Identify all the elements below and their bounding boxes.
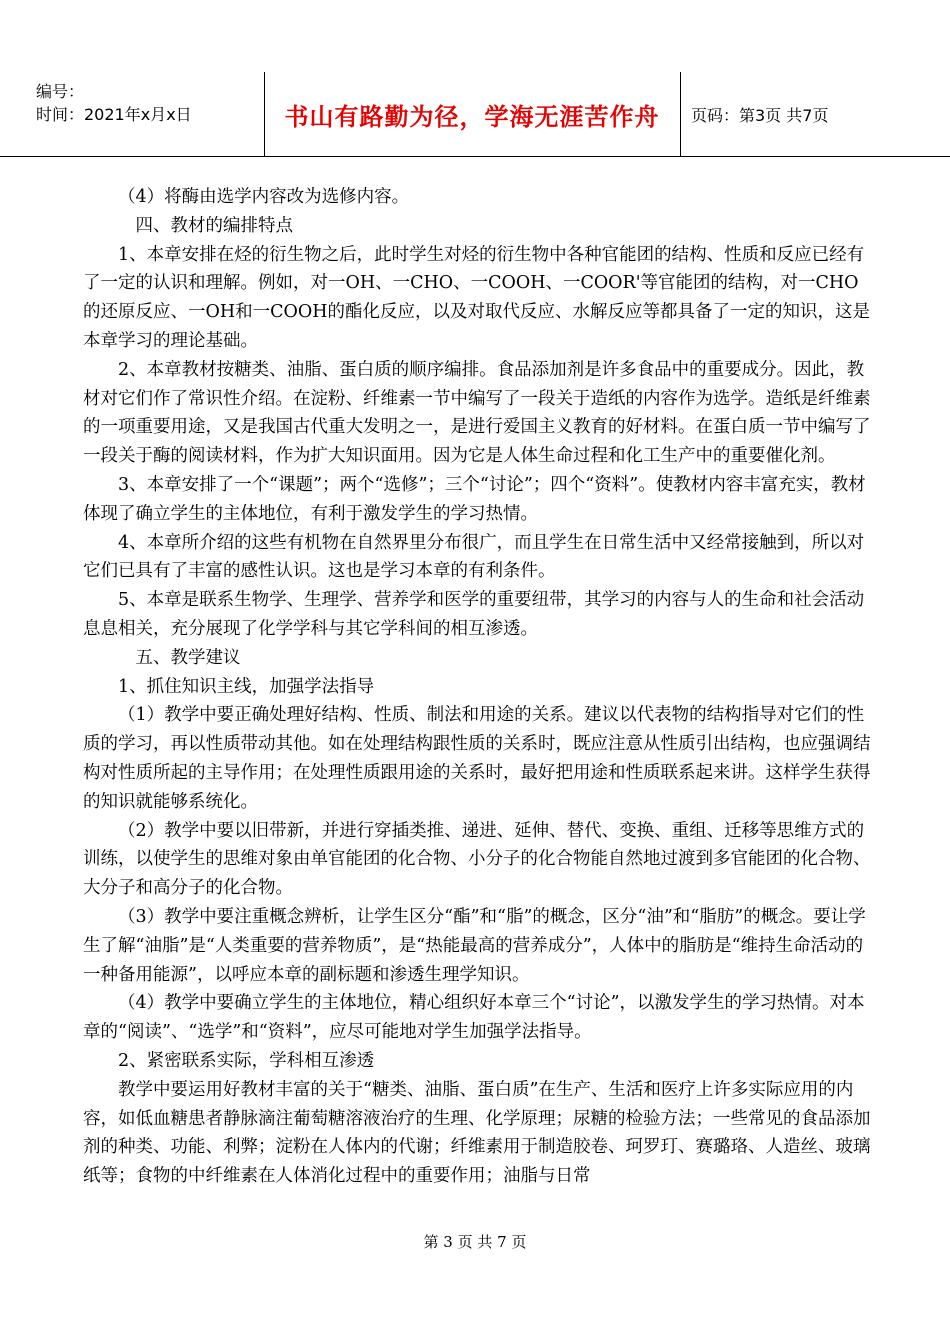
subsection-heading: 1、抓住知识主线，加强学法指导 (118, 676, 375, 697)
paragraph: （4）教学中要确立学生的主体地位，精心组织好本章三个“讨论”，以激发学生的学习热情。对本章的“阅读”、“选学”和“资料”，应尽可能地对学生加强学法指导。 (83, 993, 865, 1043)
header-meta (36, 80, 264, 126)
paragraph: 2、本章教材按糖类、油脂、蛋白质的顺序编排。食品添加剂是许多食品中的重要成分。因此，教材对它们作了常识性介绍。在淀粉、纤维素一节中编写了一段关于造纸的内容作为选学。造纸是纤维素的一项重要用途，又是我国古代重大发明之一，是进行爱国主义教育的好材料。在蛋白质一节中编写了一段关于酶的阅读材料，作为扩大知识面用。因为它是人体生命过程和化工生产中的重要催化剂。 (83, 359, 871, 467)
header-divider (680, 72, 681, 156)
document-body (83, 183, 873, 1191)
paragraph: （1）教学中要正确处理好结构、性质、制法和用途的关系。建议以代表物的结构指导对它们的性质的学习，再以性质带动其他。如在处理结构跟性质的关系时，既应注意从性质引出结构，也应强调结构对性质所起的主导作用；在处理性质跟用途的关系时，最好把用途和性质联系起来讲。这样学生获得的知识就能够系统化。 (83, 705, 871, 812)
section-heading: 五、教学建议 (135, 647, 241, 668)
paragraph: 教学中要运用好教材丰富的关于“糖类、油脂、蛋白质”在生产、生活和医疗上许多实际应用的内容，如低血糖患者静脉滴注葡萄糖溶液治疗的生理、化学原理；尿糖的检验方法；一些常见的食品添加剂的种类、功能、利弊；淀粉在人体内的代谢；纤维素用于制造胶卷、珂罗玎、赛璐珞、人造丝、玻璃纸等；食物的中纤维素在人体消化过程中的重要作用；油脂与日常 (83, 1079, 871, 1187)
paragraph: 4、本章所介绍的这些有机物在自然界里分布很广，而且学生在日常生活中又经常接触到，所以对它们已具有了丰富的感性认识。这也是学习本章的有利条件。 (83, 532, 865, 582)
paragraph: 5、本章是联系生物学、生理学、营养学和医学的重要纽带，其学习的内容与人的生命和社会活动息息相关，充分展现了化学学科与其它学科间的相互渗透。 (83, 590, 865, 639)
date-label: 时间：2021年x月x日 (36, 105, 192, 124)
subsection-heading: 2、紧密联系实际，学科相互渗透 (118, 1050, 375, 1071)
header-page-info: 页码：第3页 共7页 (691, 105, 829, 125)
paragraph: （2）教学中要以旧带新，并进行穿插类推、递进、延伸、替代、变换、重组、迁移等思维方式的训练，以使学生的思维对象由单官能团的化合物、小分子的化合物能自然地过渡到多官能团的化合物、大分子和高分子的化合物。 (83, 820, 871, 899)
section-heading: 四、教材的编排特点 (135, 215, 293, 236)
paragraph: （4）将酶由选学内容改为选修内容。 (118, 187, 410, 207)
page-header (0, 72, 950, 157)
paragraph: 1、本章安排在烃的衍生物之后，此时学生对烃的衍生物中各种官能团的结构、性质和反应已经有了一定的认识和理解。例如，对一OH、一CHO、一COOH、一COOR'等官能团的结构，对一CHO的还原反应、一OH和一COOH的酯化反应，以及对取代反应、水解反应等都具备了一定的知识，这是本章学习的理论基础。 (83, 244, 870, 351)
page-number: 第 3 页 共 7 页 (423, 1233, 527, 1251)
paragraph: （3）教学中要注重概念辨析，让学生区分“酯”和“脂”的概念，区分“油”和“脂肪”的概念。要让学生了解“油脂”是“人类重要的营养物质”，是“热能最高的营养成分”，人体中的脂肪是“维持生命活动的一种备用能源”，以呼应本章的副标题和渗透生理学知识。 (83, 906, 866, 985)
paragraph: 3、本章安排了一个“课题”；两个“选修”；三个“讨论”；四个“资料”。使教材内容丰富充实，教材体现了确立学生的主体地位，有利于激发学生的学习热情。 (83, 474, 866, 524)
page-footer (0, 1231, 950, 1252)
header-motto: 书山有路勤为径，学海无涯苦作舟 (284, 102, 660, 131)
serial-number-label: 编号： (36, 82, 85, 101)
